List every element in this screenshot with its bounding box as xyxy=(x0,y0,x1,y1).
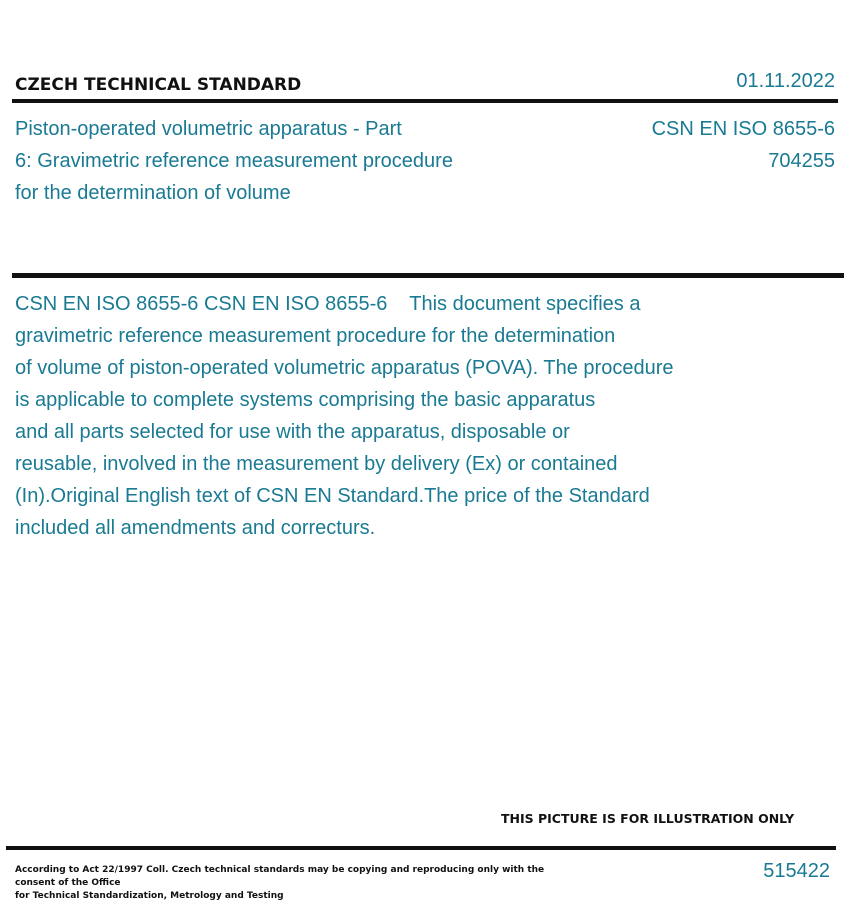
standard-identifiers xyxy=(652,113,835,177)
standard-title-line: Piston-operated volumetric apparatus - Part xyxy=(15,118,402,140)
document-number: 515422 xyxy=(763,860,830,882)
footer-divider xyxy=(6,846,836,850)
standard-code: CSN EN ISO 8655-6 xyxy=(651,118,835,140)
legal-notice xyxy=(15,864,585,903)
catalog-number: 704255 xyxy=(768,150,835,172)
header-divider xyxy=(12,99,838,103)
abstract-line: gravimetric reference measurement procedure for the determination xyxy=(15,325,616,347)
abstract-line: and all parts selected for use with the apparatus, disposable or xyxy=(15,421,570,443)
standard-title-line: 6: Gravimetric reference measurement procedure xyxy=(15,150,453,172)
publication-date: 01.11.2022 xyxy=(736,70,835,92)
abstract-line: included all amendments and correcturs. xyxy=(15,517,376,539)
abstract-line: CSN EN ISO 8655-6 CSN EN ISO 8655-6 This document specifies a xyxy=(15,293,641,315)
abstract-line: (In).Original English text of CSN EN Standard.The price of the Standard xyxy=(15,485,650,507)
legal-notice-line: According to Act 22/1997 Coll. Czech technical standards may be copying and reproducing only with the consent of the Office xyxy=(15,865,545,888)
illustration-disclaimer: THIS PICTURE IS FOR ILLUSTRATION ONLY xyxy=(501,811,795,826)
abstract-line: is applicable to complete systems comprising the basic apparatus xyxy=(15,389,596,411)
section-divider xyxy=(12,273,844,278)
document-type-label: CZECH TECHNICAL STANDARD xyxy=(15,75,302,95)
standard-title-line: for the determination of volume xyxy=(15,182,291,204)
abstract-text xyxy=(15,288,740,544)
standard-title xyxy=(15,113,505,209)
legal-notice-line: for Technical Standardization, Metrology and Testing xyxy=(15,891,284,901)
abstract-line: of volume of piston-operated volumetric apparatus (POVA). The procedure xyxy=(15,357,674,379)
abstract-line: reusable, involved in the measurement by delivery (Ex) or contained xyxy=(15,453,618,475)
